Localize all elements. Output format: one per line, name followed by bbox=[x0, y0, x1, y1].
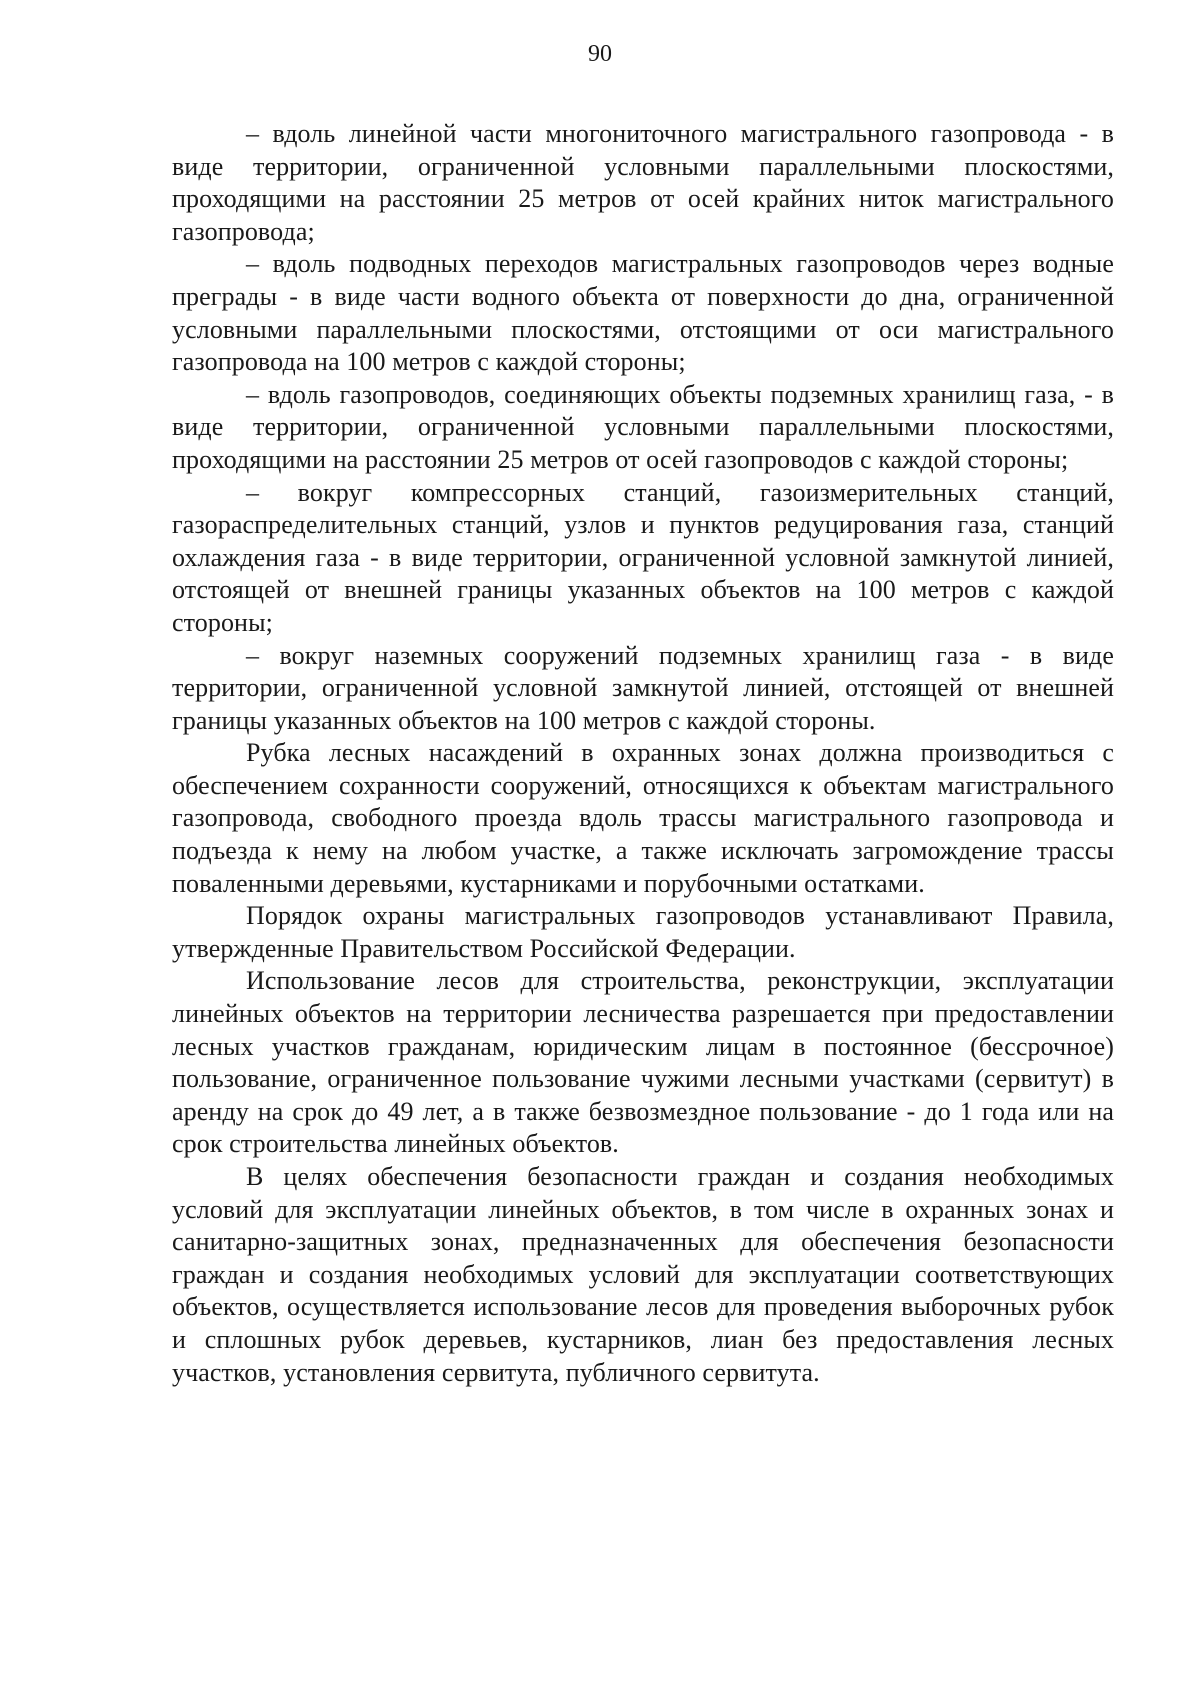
page-number: 90 bbox=[588, 41, 612, 67]
paragraph-storage-pipeline-zone: – вдоль газопроводов, соединяющих объекты подземных хранилищ газа, - в виде территории, ограниченной условными параллельными плоскостями, проходящими на расстоянии 25 метров от осей газопроводов с каждой стороны; bbox=[172, 379, 1114, 474]
document-body bbox=[172, 118, 1114, 1389]
paragraph-protection-rules: Порядок охраны магистральных газопроводов устанавливают Правила, утвержденные Правительством Российской Федерации. bbox=[172, 901, 1114, 963]
paragraph-linear-part-zone: – вдоль линейной части многониточного магистрального газопровода - в виде территории, ограниченной условными параллельными плоскостями, проходящими на расстоянии 25 метров от осей крайних ниток магистрального газопровода; bbox=[172, 119, 1114, 246]
paragraph-safety-felling: В целях обеспечения безопасности граждан и создания необходимых условий для эксплуатации линейных объектов, в том числе в охранных зонах и санитарно-защитных зонах, предназначенных для обеспечения безопасности граждан и создания необходимых условий для эксплуатации соответствующих объектов, осуществляется использование лесов для проведения выборочных рубок и сплошных рубок деревьев, кустарников, лиан без предоставления лесных участков, установления сервитута, публичного сервитута. bbox=[172, 1162, 1114, 1387]
paragraph-forest-use-linear-objects: Использование лесов для строительства, реконструкции, эксплуатации линейных объектов на территории лесничества разрешается при предоставлении лесных участков гражданам, юридическим лицам в постоянное (бессрочное) пользование, ограниченное пользование чужими лесными участками (сервитут) в аренду на срок до 49 лет, а в также безвозмездное пользование - до 1 года или на срок строительства линейных объектов. bbox=[172, 966, 1114, 1159]
paragraph-compressor-station-zone: – вокруг компрессорных станций, газоизмерительных станций, газораспределительных станций, узлов и пунктов редуцирования газа, станций охлаждения газа - в виде территории, ограниченной условной замкнутой линией, отстоящей от внешней границы указанных объектов на 100 метров с каждой стороны; bbox=[172, 477, 1114, 637]
paragraph-felling-rules: Рубка лесных насаждений в охранных зонах должна производиться с обеспечением сохранности сооружений, относящихся к объектам магистрального газопровода, свободного проезда вдоль трассы магистрального газопровода и подъезда к нему на любом участке, а также исключать загромождение трассы поваленными деревьями, кустарниками и порубочными остатками. bbox=[172, 738, 1114, 898]
paragraph-ground-facility-zone: – вокруг наземных сооружений подземных хранилищ газа - в виде территории, ограниченной условной замкнутой линией, отстоящей от внешней границы указанных объектов на 100 метров с каждой стороны. bbox=[172, 640, 1114, 735]
paragraph-underwater-crossing-zone: – вдоль подводных переходов магистральных газопроводов через водные преграды - в виде части водного объекта от поверхности до дна, ограниченной условными параллельными плоскостями, отстоящими от оси магистрального газопровода на 100 метров с каждой стороны; bbox=[172, 249, 1114, 377]
